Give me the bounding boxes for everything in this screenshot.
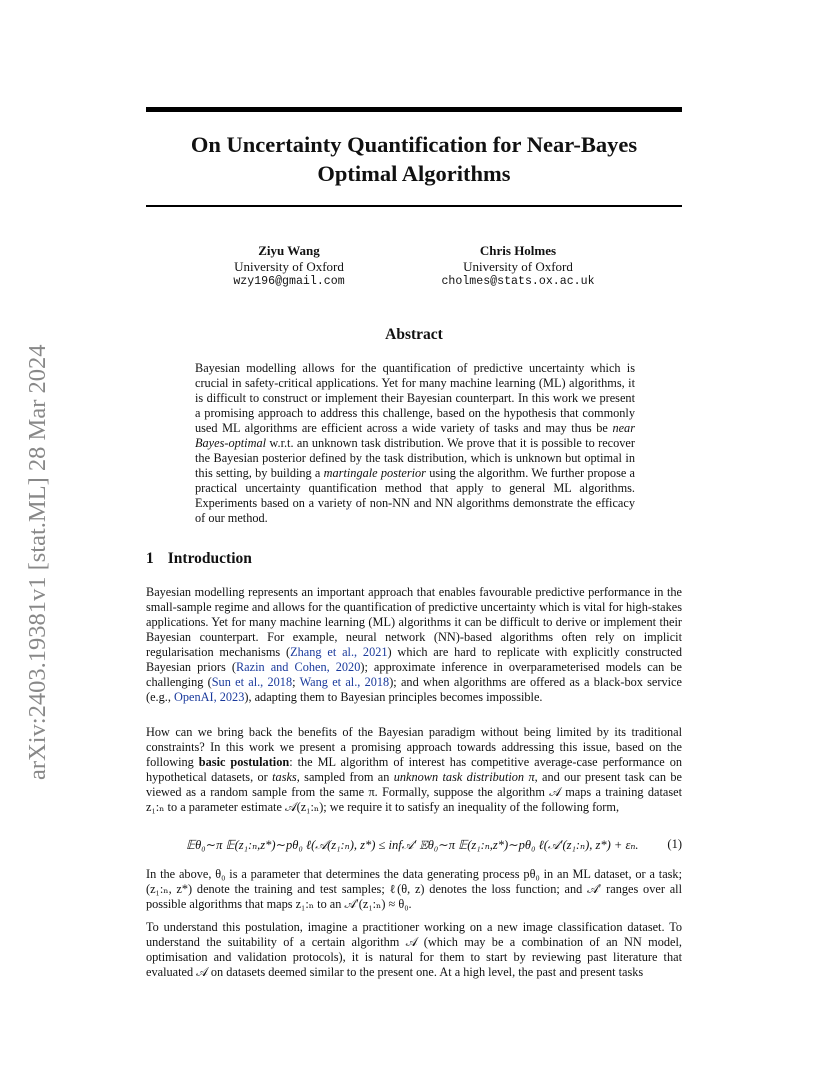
author-name: Chris Holmes — [479, 243, 557, 258]
paper-title — [146, 130, 682, 188]
author-name: Ziyu Wang — [258, 243, 320, 258]
title-rule-top — [146, 107, 682, 112]
title-line-1: On Uncertainty Quantification for Near-Bayes — [190, 132, 638, 157]
intro-paragraph-3: In the above, θ₀ is a parameter that determines the data generating process pθ₀ in an ML dataset, or a task; (z₁:ₙ, z*) denote the training and test samples; ℓ(θ, z) denotes the loss function; and 𝒜′ ranges over all possible algorithms that maps z₁:ₙ to an 𝒜′(z₁:ₙ) ≈ θ₀. — [146, 867, 682, 911]
abstract-heading: Abstract — [385, 326, 443, 343]
author-email[interactable]: cholmes@stats.ox.ac.uk — [441, 275, 595, 288]
equation-1 — [146, 835, 682, 861]
intro-paragraph-2: How can we bring back the benefits of the Bayesian paradigm without being limited by its traditional constraints? In this work we present a promising approach towards addressing this issue, based on the following basic postulation: the ML algorithm of interest has competitive average-case performance on hypothetical datasets, or tasks, sampled from an unknown task distribution π, and our present task can be viewed as a random sample from the same π. Formally, suppose the algorithm 𝒜 maps a training dataset z₁:ₙ to a parameter estimate 𝒜(z₁:ₙ); we require it to satisfy an inequality of the following form, — [146, 725, 682, 814]
title-line-2: Optimal Algorithms — [317, 161, 511, 186]
author-affiliation: University of Oxford — [463, 258, 573, 274]
author-affiliation: University of Oxford — [234, 258, 344, 274]
arxiv-stamp: arXiv:2403.19381v1 [stat.ML] 28 Mar 2024 — [24, 344, 51, 780]
citation-link[interactable]: OpenAI, 2023 — [174, 690, 245, 704]
section-heading — [146, 550, 252, 568]
intro-paragraph-4: To understand this postulation, imagine a practitioner working on a new image classification dataset. To understand the suitability of a certain algorithm 𝒜 (which may be a combination of an NN model, optimisation and validation protocols), it is natural for them to start by reviewing past literature that evaluated 𝒜 on datasets deemed similar to the present one. At a high level, the past and present tasks — [146, 920, 682, 979]
author-block — [209, 243, 369, 290]
citation-link[interactable]: Razin and Cohen, 2020 — [235, 660, 361, 674]
author-block — [418, 243, 618, 290]
equation-body: 𝔼θ₀∼π 𝔼(z₁:ₙ,z*)∼pθ₀ ℓ(𝒜(z₁:ₙ), z*) ≤ inf𝒜′ 𝔼θ₀∼π 𝔼(z₁:ₙ,z*)∼pθ₀ ℓ(𝒜′(z₁:ₙ), z*) + εₙ. — [186, 838, 639, 852]
section-number: 1 — [146, 550, 154, 567]
author-email[interactable]: wzy196@gmail.com — [233, 275, 345, 288]
citation-link[interactable]: Sun et al., 2018 — [211, 675, 293, 689]
intro-paragraph-1: Bayesian modelling represents an important approach that enables favourable predictive performance in the small-sample regime and allows for the quantification of predictive uncertainty which is vital for high-stakes applications. Yet for many machine learning (ML) algorithms it can be difficult to derive or implement their Bayesian counterpart. For example, neural network (NN)-based algorithms often rely on implicit regularisation mechanisms (Zhang et al., 2021) which are hard to replicate with explicitly constructed Bayesian priors (Razin and Cohen, 2020); approximate inference in overparameterised models can be challenging (Sun et al., 2018; Wang et al., 2018); and when algorithms are offered as a black-box service (e.g., OpenAI, 2023), adapting them to Bayesian principles becomes impossible. — [146, 585, 682, 704]
citation-link[interactable]: Zhang et al., 2021 — [290, 645, 388, 659]
title-rule-bottom — [146, 205, 682, 207]
equation-number: (1) — [667, 837, 682, 851]
citation-link[interactable]: Wang et al., 2018 — [299, 675, 390, 689]
abstract-text: Bayesian modelling allows for the quantification of predictive uncertainty which is crucial in safety-critical applications. Yet for many machine learning (ML) algorithms, it is difficult to construct or implement their Bayesian counterpart. In this work we present a promising approach to address this challenge, based on the hypothesis that commonly used ML algorithms are efficient across a wide variety of tasks and may thus be near Bayes-optimal w.r.t. an unknown task distribution. We prove that it is possible to recover the Bayesian posterior defined by the task distribution, which is unknown but optimal in this setting, by building a martingale posterior using the algorithm. We further propose a practical uncertainty quantification method that apply to general ML algorithms. Experiments based on a variety of non-NN and NN algorithms demonstrate the efficacy of our method. — [195, 361, 636, 525]
section-title: Introduction — [167, 550, 252, 567]
